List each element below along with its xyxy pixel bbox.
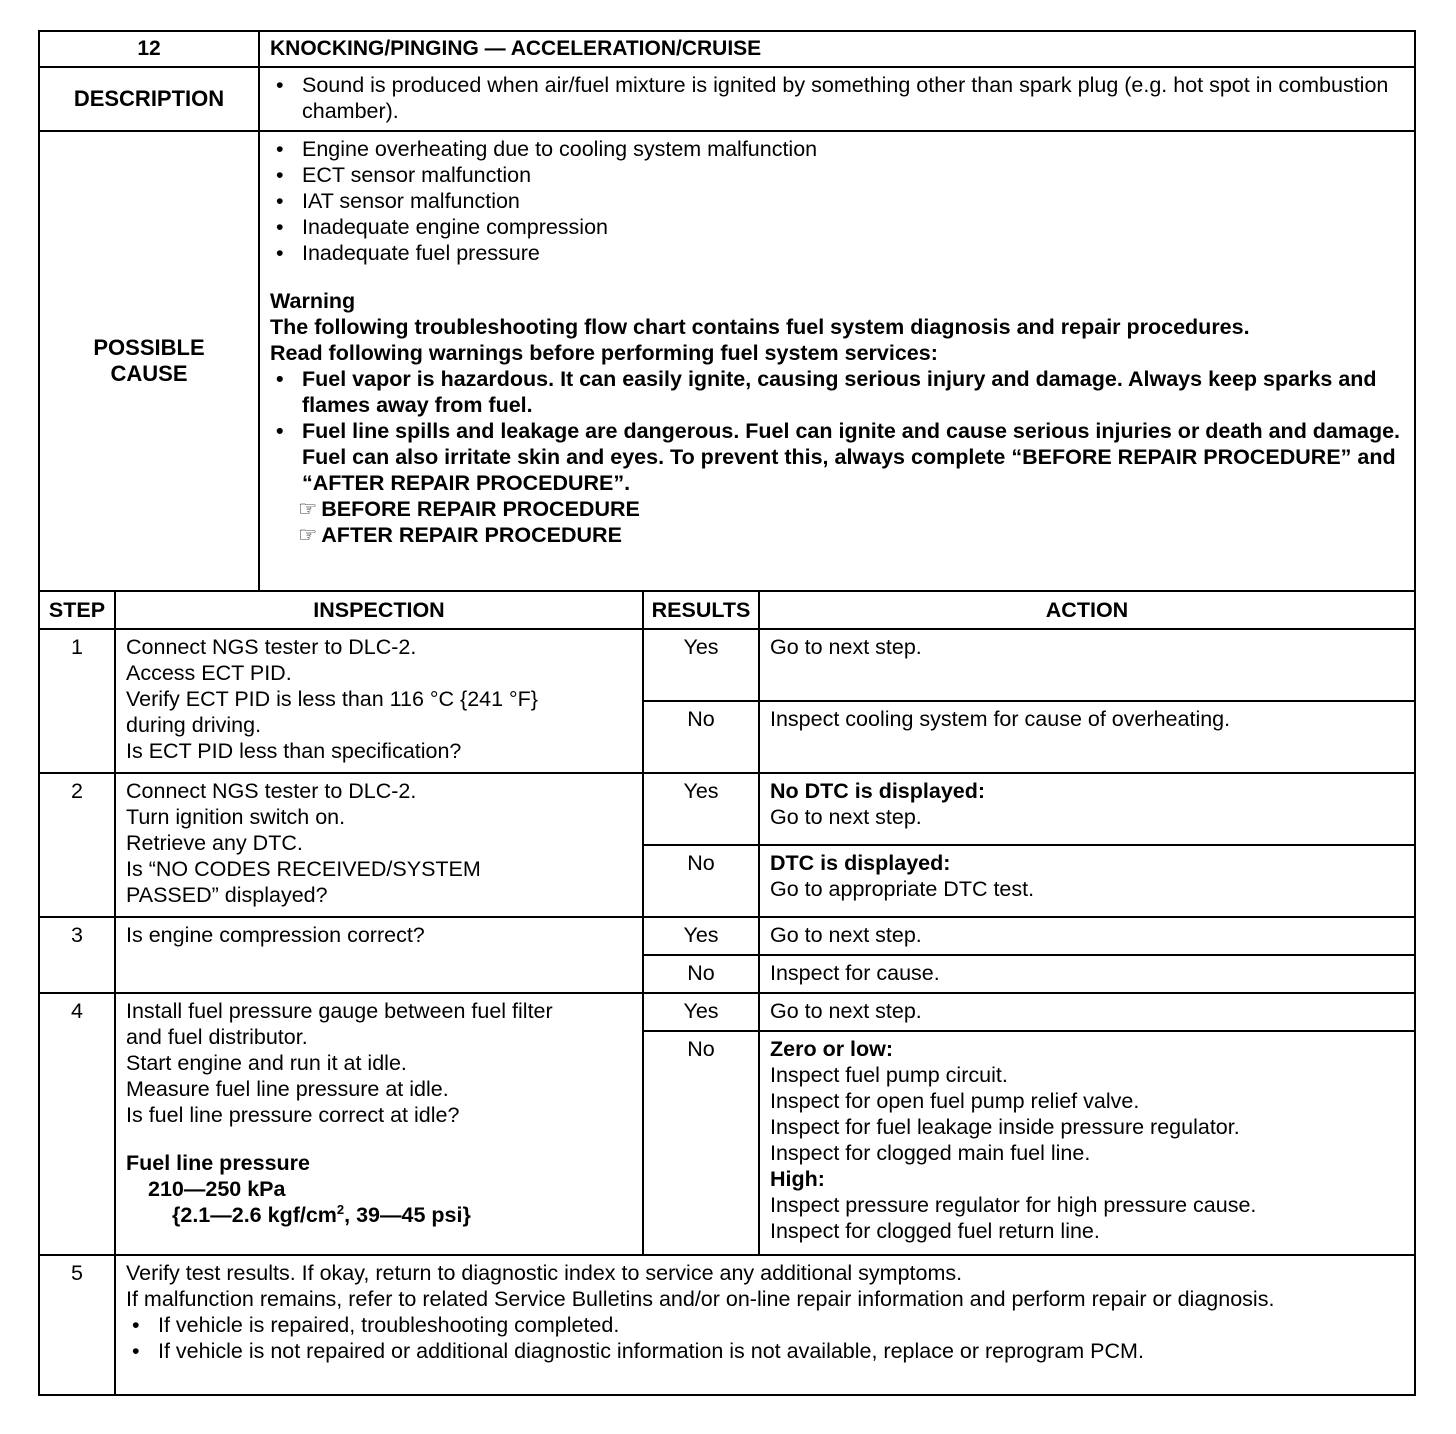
description-label: DESCRIPTION	[39, 67, 259, 131]
steps-table	[38, 590, 1416, 1396]
cause-item: • Engine overheating due to cooling system malfunction	[270, 136, 1404, 162]
inspection-line: Access ECT PID.	[126, 661, 292, 685]
description-text: • Sound is produced when air/fuel mixture is ignited by something other than spark plug (e.g. hot spot in combustion chamber).	[270, 72, 1404, 124]
inspection-line: Is “NO CODES RECEIVED/SYSTEM	[126, 857, 481, 881]
step-number: 2	[39, 773, 115, 917]
action-line: Inspect for open fuel pump relief valve.	[770, 1089, 1140, 1113]
action-line: Inspect for clogged main fuel line.	[770, 1141, 1091, 1165]
action-yes: Go to next step.	[759, 993, 1415, 1031]
action-line: Go to next step.	[770, 805, 922, 829]
warning-title: Warning	[270, 289, 356, 313]
action-heading: No DTC is displayed:	[770, 779, 986, 803]
inspection-line: during driving.	[126, 713, 262, 737]
final-bullet: • If vehicle is not repaired or additional diagnostic information is not available, replace or reprogram PCM.	[126, 1338, 1404, 1364]
cause-item: • ECT sensor malfunction	[270, 162, 1404, 188]
inspection-line: Measure fuel line pressure at idle.	[126, 1077, 449, 1101]
cause-item: • IAT sensor malfunction	[270, 188, 1404, 214]
possible-cause-label-line2: CAUSE	[110, 361, 188, 386]
inspection-line: Connect NGS tester to DLC-2.	[126, 635, 417, 659]
action-no	[759, 1031, 1415, 1255]
spec-alt-a: {2.1—2.6 kgf/cm	[172, 1203, 337, 1227]
result-yes: Yes	[643, 917, 759, 955]
spec-alt	[126, 1202, 632, 1228]
spec-alt-b: , 39—45 psi}	[344, 1203, 471, 1227]
inspection-line: Install fuel pressure gauge between fuel filter	[126, 999, 553, 1023]
inspection-line: Start engine and run it at idle.	[126, 1051, 407, 1075]
final-bullets	[126, 1312, 1404, 1364]
step-final-text	[115, 1255, 1415, 1395]
final-bullet: • If vehicle is repaired, troubleshooting completed.	[126, 1312, 1404, 1338]
action-no: Inspect for cause.	[759, 955, 1415, 993]
action-heading: High:	[770, 1167, 825, 1191]
warning-list	[270, 366, 1404, 496]
inspection-line: Is ECT PID less than specification?	[126, 739, 462, 763]
col-step: STEP	[39, 591, 115, 629]
action-line: Inspect pressure regulator for high pressure cause.	[770, 1193, 1257, 1217]
inspection-line: Is fuel line pressure correct at idle?	[126, 1103, 460, 1127]
warning-item: • Fuel line spills and leakage are dangerous. Fuel can ignite and cause serious injuries or death and damage. Fuel can also irritate skin and eyes. To prevent this, always complete “BEFORE REPAIR PROCEDURE” and “AFTER REPAIR PROCEDURE”.	[270, 418, 1404, 496]
pointing-hand-icon: ☞	[298, 523, 318, 547]
warning-intro-1: The following troubleshooting flow chart contains fuel system diagnosis and repair procedures.	[270, 315, 1250, 339]
cause-item: • Inadequate fuel pressure	[270, 240, 1404, 266]
result-yes: Yes	[643, 773, 759, 845]
symptom-number: 12	[39, 31, 259, 67]
warning-intro-2: Read following warnings before performing fuel system services:	[270, 341, 938, 365]
spacer	[126, 1128, 632, 1150]
action-line: Inspect for fuel leakage inside pressure regulator.	[770, 1115, 1240, 1139]
step-number: 5	[39, 1255, 115, 1395]
warning-block	[270, 288, 1404, 548]
possible-cause-cell	[259, 131, 1415, 591]
after-repair-link[interactable]	[270, 522, 1404, 548]
inspection-line: and fuel distributor.	[126, 1025, 308, 1049]
result-no: No	[643, 1031, 759, 1255]
spec-title: Fuel line pressure	[126, 1151, 311, 1175]
description-cell	[259, 67, 1415, 131]
step-inspection	[115, 773, 643, 917]
inspection-line: Turn ignition switch on.	[126, 805, 346, 829]
action-line: Go to appropriate DTC test.	[770, 877, 1035, 901]
step-number: 4	[39, 993, 115, 1255]
action-line: Inspect for clogged fuel return line.	[770, 1219, 1100, 1243]
after-repair-label: AFTER REPAIR PROCEDURE	[321, 523, 622, 547]
action-line: Inspect fuel pump circuit.	[770, 1063, 1008, 1087]
header-table	[38, 30, 1416, 592]
pointing-hand-icon: ☞	[298, 497, 318, 521]
spec-alt-sup: 2	[336, 1201, 345, 1217]
before-repair-link[interactable]	[270, 496, 1404, 522]
action-yes	[759, 773, 1415, 845]
action-no	[759, 845, 1415, 917]
result-yes: Yes	[643, 629, 759, 701]
inspection-line: Verify ECT PID is less than 116 °C {241 °F}	[126, 687, 538, 711]
result-no: No	[643, 845, 759, 917]
action-no: Inspect cooling system for cause of overheating.	[759, 701, 1415, 773]
step-inspection	[115, 629, 643, 773]
col-results: RESULTS	[643, 591, 759, 629]
step-number: 1	[39, 629, 115, 773]
col-action: ACTION	[759, 591, 1415, 629]
action-yes: Go to next step.	[759, 629, 1415, 701]
action-heading: Zero or low:	[770, 1037, 894, 1061]
troubleshooting-sheet	[38, 30, 1416, 1396]
result-no: No	[643, 701, 759, 773]
inspection-line: Retrieve any DTC.	[126, 831, 303, 855]
result-yes: Yes	[643, 993, 759, 1031]
final-line: If malfunction remains, refer to related Service Bulletins and/or on-line repair information and perform repair or diagnosis.	[126, 1287, 1275, 1311]
step-inspection: Is engine compression correct?	[115, 917, 643, 993]
step-inspection	[115, 993, 643, 1255]
spec-kpa: 210—250 kPa	[148, 1177, 286, 1201]
action-heading: DTC is displayed:	[770, 851, 951, 875]
before-repair-label: BEFORE REPAIR PROCEDURE	[321, 497, 640, 521]
inspection-line: Connect NGS tester to DLC-2.	[126, 779, 417, 803]
cause-item: • Inadequate engine compression	[270, 214, 1404, 240]
possible-cause-label-line1: POSSIBLE	[93, 335, 205, 360]
action-yes: Go to next step.	[759, 917, 1415, 955]
final-line: Verify test results. If okay, return to diagnostic index to service any additional symptoms.	[126, 1261, 963, 1285]
col-inspection: INSPECTION	[115, 591, 643, 629]
step-number: 3	[39, 917, 115, 993]
possible-cause-label	[39, 131, 259, 591]
inspection-line: PASSED” displayed?	[126, 883, 328, 907]
cause-list	[270, 136, 1404, 266]
warning-item: • Fuel vapor is hazardous. It can easily ignite, causing serious injury and damage. Always keep sparks and flames away from fuel.	[270, 366, 1404, 418]
result-no: No	[643, 955, 759, 993]
symptom-title: KNOCKING/PINGING — ACCELERATION/CRUISE	[259, 31, 1415, 67]
